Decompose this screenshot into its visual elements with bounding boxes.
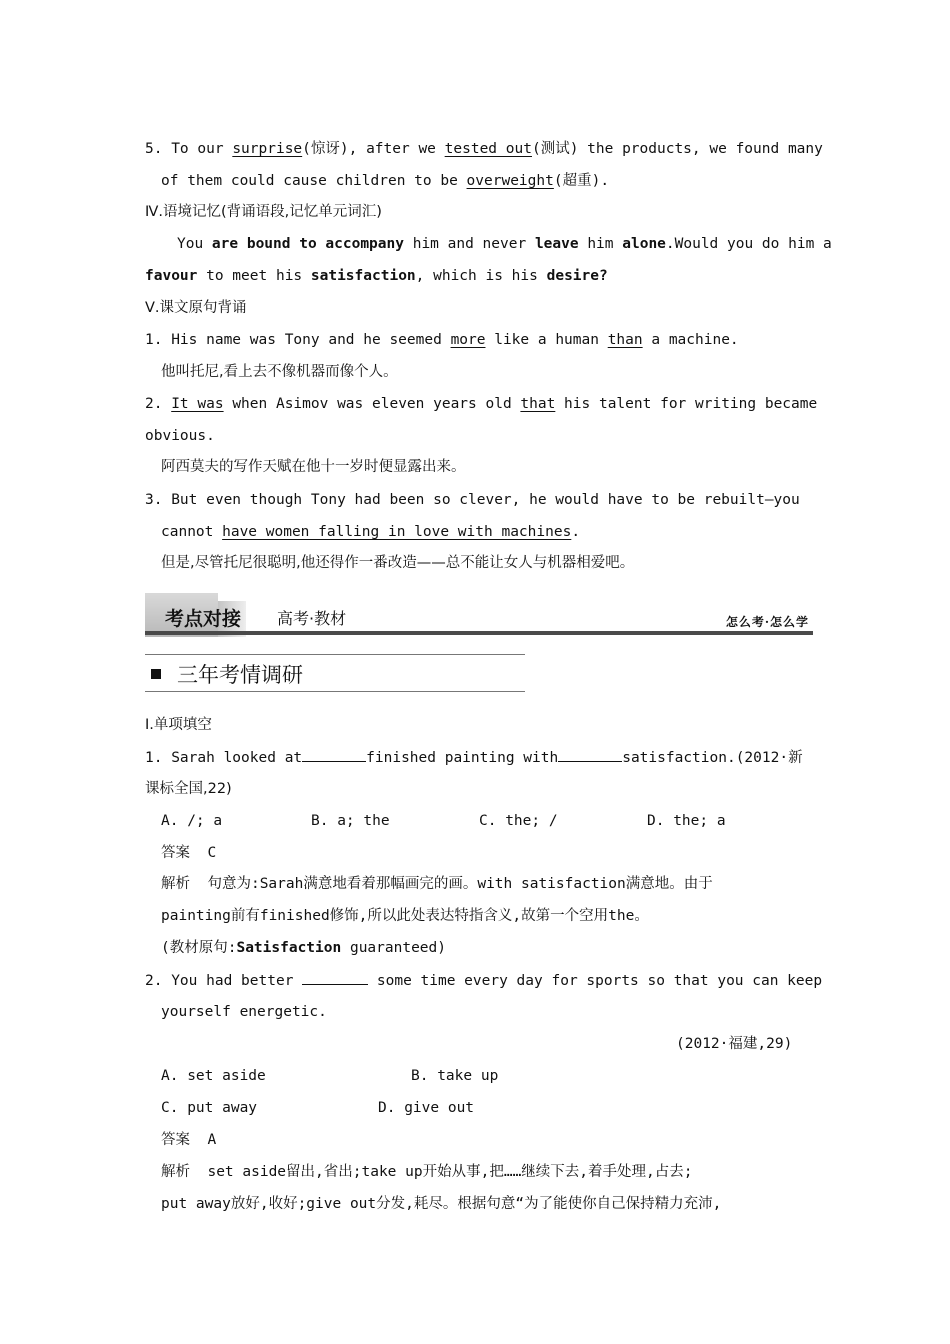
text: (惊讶), after we (302, 141, 445, 157)
answer-blank (558, 747, 622, 762)
square-bullet-icon (151, 669, 161, 679)
q2-option-b: B. take up (411, 1068, 499, 1084)
banner-subtitle: 高考·教材 (277, 609, 347, 628)
section-header (145, 654, 525, 692)
word-bold: leave (534, 236, 579, 252)
q1-option-d: D. the; a (647, 813, 726, 829)
q1-textbook-source (161, 938, 446, 958)
vocab-surprise: surprise (232, 141, 303, 157)
word-bold: Satisfaction (236, 940, 342, 956)
underlined-word: It was (171, 396, 224, 412)
q1-stem-line1 (145, 747, 803, 768)
text: To our (171, 141, 233, 157)
banner-right-label: 怎么考·怎么学 (725, 615, 809, 629)
analysis-label: 解析 (161, 876, 190, 892)
q1-option-c: C. the; / (479, 813, 558, 829)
text: him and never (403, 236, 535, 252)
text: , which is his (415, 268, 547, 284)
text: when Asimov was eleven years old (223, 396, 521, 412)
text: satisfaction.(2012·新 (622, 750, 803, 766)
q1-analysis-line1 (161, 874, 713, 894)
text: (教材原句: (161, 940, 237, 956)
word-bold: desire? (546, 268, 608, 284)
analysis-text: set aside留出,省出;take up开始从事,把……继续下去,着手处理,占去; (207, 1164, 693, 1180)
q1-analysis-line2: painting前有finished修饰,所以此处表达特指含义,故第一个空用the。 (161, 908, 649, 924)
analysis-text: 句意为:Sarah满意地看着那幅画完的画。with satisfaction满意地。由于 (207, 876, 713, 892)
word-bold: favour (145, 268, 198, 284)
sentence-3 (145, 490, 800, 510)
text: of them could cause children to be (161, 173, 467, 189)
underlined-phrase: have women falling in love with machines (222, 524, 572, 540)
sentence-2-translation: 阿西莫夫的写作天赋在他十一岁时便显露出来。 (161, 459, 466, 475)
banner-rule (145, 631, 813, 635)
q5-line2 (161, 171, 609, 191)
text: Sarah looked at (171, 750, 303, 766)
passage-line2 (145, 266, 608, 286)
sentence-3-translation: 但是,尽管托尼很聪明,他还得作一番改造——总不能让女人与机器相爱吧。 (161, 555, 635, 571)
q2-stem-line1 (145, 970, 822, 991)
q2-answer (161, 1130, 216, 1150)
q2-option-a: A. set aside (161, 1068, 266, 1084)
section-banner (145, 593, 813, 637)
underlined-word: that (520, 396, 556, 412)
q2-source: (2012·福建,29) (676, 1036, 793, 1052)
question-number: 2. (145, 396, 163, 412)
answer-value: C (207, 845, 217, 861)
part-1-heading: Ⅰ.单项填空 (145, 717, 212, 733)
q1-stem-line2: 课标全国,22) (145, 781, 232, 797)
q2-option-d: D. give out (378, 1100, 475, 1116)
q2-option-c: C. put away (161, 1100, 258, 1116)
text: to meet his (197, 268, 311, 284)
text: (测试) the products, we found many (531, 141, 823, 157)
sentence-1-translation: 他叫托尼,看上去不像机器而像个人。 (161, 364, 398, 380)
q1-option-b: B. a; the (311, 813, 390, 829)
phrase-bold: are bound to accompany (211, 236, 404, 252)
passage-line1 (145, 234, 832, 254)
analysis-label: 解析 (161, 1164, 190, 1180)
sentence-3-cont (161, 522, 580, 542)
q2-analysis-line1 (161, 1162, 692, 1182)
q5-line1 (145, 139, 823, 159)
question-number: 1. (145, 750, 163, 766)
section-title: 三年考情调研 (177, 663, 303, 687)
text: him (578, 236, 623, 252)
text: You had better (171, 973, 303, 989)
section-5-heading: Ⅴ.课文原句背诵 (145, 300, 247, 316)
question-number: 1. (145, 332, 163, 348)
text: cannot (161, 524, 223, 540)
text: His name was Tony and he seemed (171, 332, 451, 348)
word-bold: alone (622, 236, 666, 252)
sentence-2 (145, 394, 817, 414)
answer-value: A (207, 1132, 217, 1148)
text: (超重). (553, 173, 610, 189)
sentence-2-cont: obvious. (145, 428, 215, 444)
text: some time every day for sports so that you can keep (368, 973, 823, 989)
text: his talent for writing became (555, 396, 818, 412)
text: finished painting with (366, 750, 559, 766)
text: But even though Tony had been so clever, he would have to be rebuilt—you (171, 492, 800, 508)
text: like a human (485, 332, 608, 348)
text: .Would you do him a (665, 236, 832, 252)
text: guaranteed) (341, 940, 446, 956)
vocab-tested-out: tested out (444, 141, 532, 157)
text: . (571, 524, 581, 540)
q2-analysis-line2: put away放好,收好;give out分发,耗尽。根据句意“为了能使你自己保持精力充沛, (161, 1196, 722, 1212)
q1-answer (161, 843, 216, 863)
underlined-word: than (607, 332, 643, 348)
question-number: 2. (145, 973, 163, 989)
answer-blank (302, 970, 368, 985)
section-4-heading: Ⅳ.语境记忆(背诵语段,记忆单元词汇) (145, 204, 382, 220)
text: You (177, 236, 212, 252)
question-number: 3. (145, 492, 163, 508)
vocab-overweight: overweight (466, 173, 554, 189)
q1-option-a: A. /; a (161, 813, 223, 829)
underlined-word: more (450, 332, 486, 348)
question-number: 5. (145, 141, 163, 157)
text: a machine. (642, 332, 739, 348)
answer-blank (302, 747, 366, 762)
answer-label: 答案 (161, 1132, 190, 1148)
banner-title: 考点对接 (165, 608, 242, 630)
word-bold: satisfaction (310, 268, 416, 284)
q2-stem-line2: yourself energetic. (161, 1004, 327, 1020)
sentence-1 (145, 330, 739, 350)
answer-label: 答案 (161, 845, 190, 861)
